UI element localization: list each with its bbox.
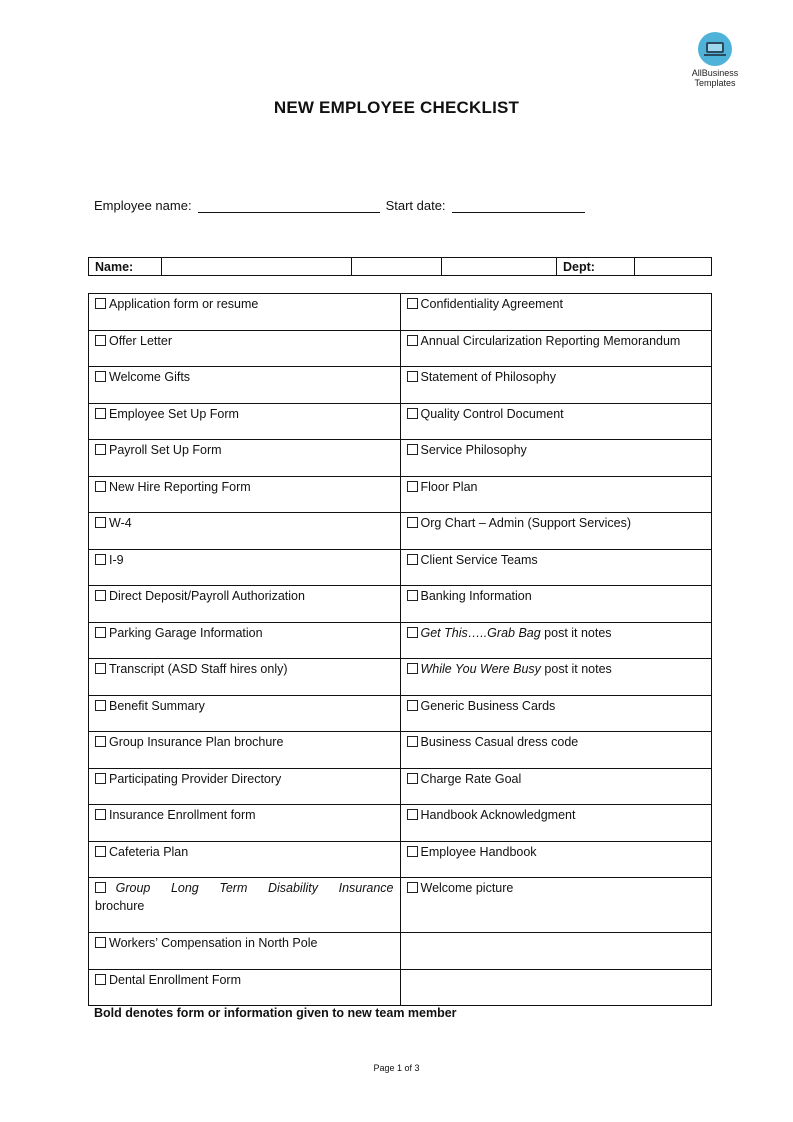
laptop-icon xyxy=(698,32,732,66)
logo-text xyxy=(688,68,742,88)
checkbox[interactable] xyxy=(407,371,418,382)
checklist-item-label: Client Service Teams xyxy=(420,552,538,567)
checklist-item-rest: brochure xyxy=(95,899,145,913)
checklist-cell-right xyxy=(400,933,712,970)
checklist-item-label: Banking Information xyxy=(420,589,532,603)
checklist-item-label: Offer Letter xyxy=(109,333,172,348)
checklist-item-label: Workers’ Compensation in North Pole xyxy=(109,936,318,950)
checklist-cell-left xyxy=(89,969,401,1006)
logo-line-2: Templates xyxy=(694,78,736,88)
checklist-cell-right xyxy=(400,586,712,623)
checklist-row xyxy=(89,294,712,331)
checklist-item-label: Dental Enrollment Form xyxy=(109,972,241,987)
logo-line-1: AllBusiness xyxy=(691,68,739,78)
checklist-row xyxy=(89,330,712,367)
checklist-cell-left xyxy=(89,513,401,550)
checklist-item-italic: While You Were Busy xyxy=(420,662,541,676)
checklist-cell-right xyxy=(400,330,712,367)
checklist-cell-right xyxy=(400,695,712,732)
checklist-item-label: Participating Provider Directory xyxy=(109,771,282,786)
checkbox[interactable] xyxy=(407,663,418,674)
checklist-item-label: Floor Plan xyxy=(420,479,478,494)
checklist-row xyxy=(89,878,712,933)
checklist-row xyxy=(89,549,712,586)
checkbox[interactable] xyxy=(95,846,106,857)
dept-label: Dept: xyxy=(557,258,635,276)
checkbox[interactable] xyxy=(95,517,106,528)
checklist-cell-left xyxy=(89,659,401,696)
checklist-cell-left xyxy=(89,403,401,440)
checklist-row xyxy=(89,841,712,878)
checkbox[interactable] xyxy=(95,736,106,747)
checklist-row xyxy=(89,476,712,513)
checkbox[interactable] xyxy=(407,846,418,857)
page-number: Page 1 of 3 xyxy=(373,1063,420,1073)
checklist-row xyxy=(89,933,712,970)
checklist-cell-left xyxy=(89,695,401,732)
checkbox[interactable] xyxy=(407,590,418,601)
checklist-row xyxy=(89,513,712,550)
checkbox[interactable] xyxy=(95,627,106,638)
checklist-item-label: Parking Garage Information xyxy=(109,625,263,640)
checklist-row xyxy=(89,732,712,769)
checklist-item-label: New Hire Reporting Form xyxy=(109,479,251,494)
name-cell-3[interactable] xyxy=(442,258,557,276)
checklist-item-label: Statement of Philosophy xyxy=(420,370,556,384)
checklist-cell-left xyxy=(89,768,401,805)
checklist-cell-left xyxy=(89,330,401,367)
employee-info-line xyxy=(94,198,585,213)
checklist-cell-right xyxy=(400,659,712,696)
checklist-item-label: Benefit Summary xyxy=(109,698,205,713)
checklist-item-label: Group Insurance Plan brochure xyxy=(109,735,284,749)
checklist-item-label: Quality Control Document xyxy=(420,406,564,421)
dept-cell[interactable] xyxy=(635,258,712,276)
checklist-item-label: Direct Deposit/Payroll Authorization xyxy=(109,589,305,603)
name-cell-1[interactable] xyxy=(162,258,352,276)
name-dept-row xyxy=(88,257,712,276)
checklist-cell-right xyxy=(400,403,712,440)
checklist-item-label: Business Casual dress code xyxy=(420,735,579,749)
checklist-item-label: Payroll Set Up Form xyxy=(109,443,222,457)
checkbox[interactable] xyxy=(95,554,106,565)
bold-note: Bold denotes form or information given to new team member xyxy=(94,1006,457,1020)
checkbox[interactable] xyxy=(95,481,106,492)
checklist-cell-left xyxy=(89,732,401,769)
checkbox[interactable] xyxy=(95,974,106,985)
checklist-item-label: I-9 xyxy=(109,552,124,567)
checklist-cell-left xyxy=(89,841,401,878)
employee-name-field[interactable] xyxy=(198,198,380,213)
checklist-cell-right xyxy=(400,513,712,550)
checkbox[interactable] xyxy=(407,298,418,309)
checklist-cell-right xyxy=(400,622,712,659)
checkbox[interactable] xyxy=(95,408,106,419)
checklist-row xyxy=(89,622,712,659)
checkbox[interactable] xyxy=(407,335,418,346)
checkbox[interactable] xyxy=(95,444,106,455)
checkbox[interactable] xyxy=(407,554,418,565)
checkbox[interactable] xyxy=(95,590,106,601)
checklist-item-label: Employee Handbook xyxy=(420,844,537,859)
checkbox[interactable] xyxy=(407,627,418,638)
checkbox[interactable] xyxy=(95,937,106,948)
checklist-cell-right xyxy=(400,476,712,513)
checklist-item-label: Service Philosophy xyxy=(420,443,527,457)
checklist-item-label: Generic Business Cards xyxy=(420,698,556,713)
name-cell-2[interactable] xyxy=(352,258,442,276)
checklist-item-label: Welcome picture xyxy=(420,881,514,895)
name-label: Name: xyxy=(89,258,162,276)
page-title: NEW EMPLOYEE CHECKLIST xyxy=(273,98,520,117)
checklist-cell-right xyxy=(400,969,712,1006)
checkbox[interactable] xyxy=(95,298,106,309)
checklist-row xyxy=(89,768,712,805)
checklist-cell-right xyxy=(400,768,712,805)
checklist-cell-left xyxy=(89,476,401,513)
checklist-cell-left xyxy=(89,440,401,477)
checklist-row xyxy=(89,440,712,477)
checkbox[interactable] xyxy=(407,444,418,455)
checklist-row xyxy=(89,805,712,842)
checkbox[interactable] xyxy=(407,882,418,893)
checklist-item-label: Charge Rate Goal xyxy=(420,771,522,786)
checklist-cell-right xyxy=(400,878,712,933)
checklist-cell-left xyxy=(89,586,401,623)
checklist-cell-right xyxy=(400,732,712,769)
checklist-row xyxy=(89,695,712,732)
checklist-item-label: Employee Set Up Form xyxy=(109,406,239,421)
checklist-item-label: Annual Circularization Reporting Memorandum xyxy=(420,333,681,348)
checkbox[interactable] xyxy=(407,773,418,784)
checklist-row xyxy=(89,659,712,696)
start-date-label: Start date: xyxy=(385,198,446,213)
checklist-item-label: Handbook Acknowledgment xyxy=(420,808,576,822)
checklist-row xyxy=(89,586,712,623)
checklist-cell-right xyxy=(400,367,712,404)
employee-name-label: Employee name: xyxy=(94,198,192,213)
checklist-item-label: W-4 xyxy=(109,516,132,530)
checklist-cell-left xyxy=(89,367,401,404)
checklist-item-label: Insurance Enrollment form xyxy=(109,808,256,822)
checklist-cell-left xyxy=(89,805,401,842)
checklist-item-label: Application form or resume xyxy=(109,297,259,311)
checklist-item-italic: Group Long Term Disability Insurance xyxy=(115,881,394,895)
checklist-row xyxy=(89,367,712,404)
checkbox[interactable] xyxy=(407,408,418,419)
checkbox[interactable] xyxy=(95,663,106,674)
checklist-item-rest: post it notes xyxy=(540,662,612,676)
checklist-cell-right xyxy=(400,841,712,878)
checklist-cell-right xyxy=(400,549,712,586)
checkbox[interactable] xyxy=(407,809,418,820)
checkbox[interactable] xyxy=(407,481,418,492)
company-logo xyxy=(688,32,742,88)
checklist-cell-left xyxy=(89,622,401,659)
checklist-item-italic: Get This…..Grab Bag xyxy=(420,625,541,640)
checkbox[interactable] xyxy=(407,736,418,747)
checklist-item-label: Org Chart – Admin (Support Services) xyxy=(420,516,631,530)
checklist-cell-left xyxy=(89,878,401,933)
checkbox[interactable] xyxy=(95,700,106,711)
checklist-cell-left xyxy=(89,294,401,331)
checklist-cell-right xyxy=(400,805,712,842)
checklist-cell-left xyxy=(89,933,401,970)
checkbox[interactable] xyxy=(95,335,106,346)
checklist-item-label: Transcript (ASD Staff hires only) xyxy=(109,662,288,676)
checklist-cell-right xyxy=(400,294,712,331)
checklist-item-label: Welcome Gifts xyxy=(109,370,191,384)
checklist-cell-left xyxy=(89,549,401,586)
checklist-cell-right xyxy=(400,440,712,477)
checkbox[interactable] xyxy=(407,700,418,711)
checkbox[interactable] xyxy=(95,809,106,820)
checklist-item-label: Cafeteria Plan xyxy=(109,844,189,859)
start-date-field[interactable] xyxy=(452,198,585,213)
checkbox[interactable] xyxy=(95,882,106,893)
checklist-item-rest: post it notes xyxy=(540,625,612,640)
checklist-item-label: Confidentiality Agreement xyxy=(420,297,563,311)
checklist-row xyxy=(89,969,712,1006)
checkbox[interactable] xyxy=(95,371,106,382)
checkbox[interactable] xyxy=(95,773,106,784)
checklist-table xyxy=(88,293,712,1006)
checkbox[interactable] xyxy=(407,517,418,528)
checklist-row xyxy=(89,403,712,440)
